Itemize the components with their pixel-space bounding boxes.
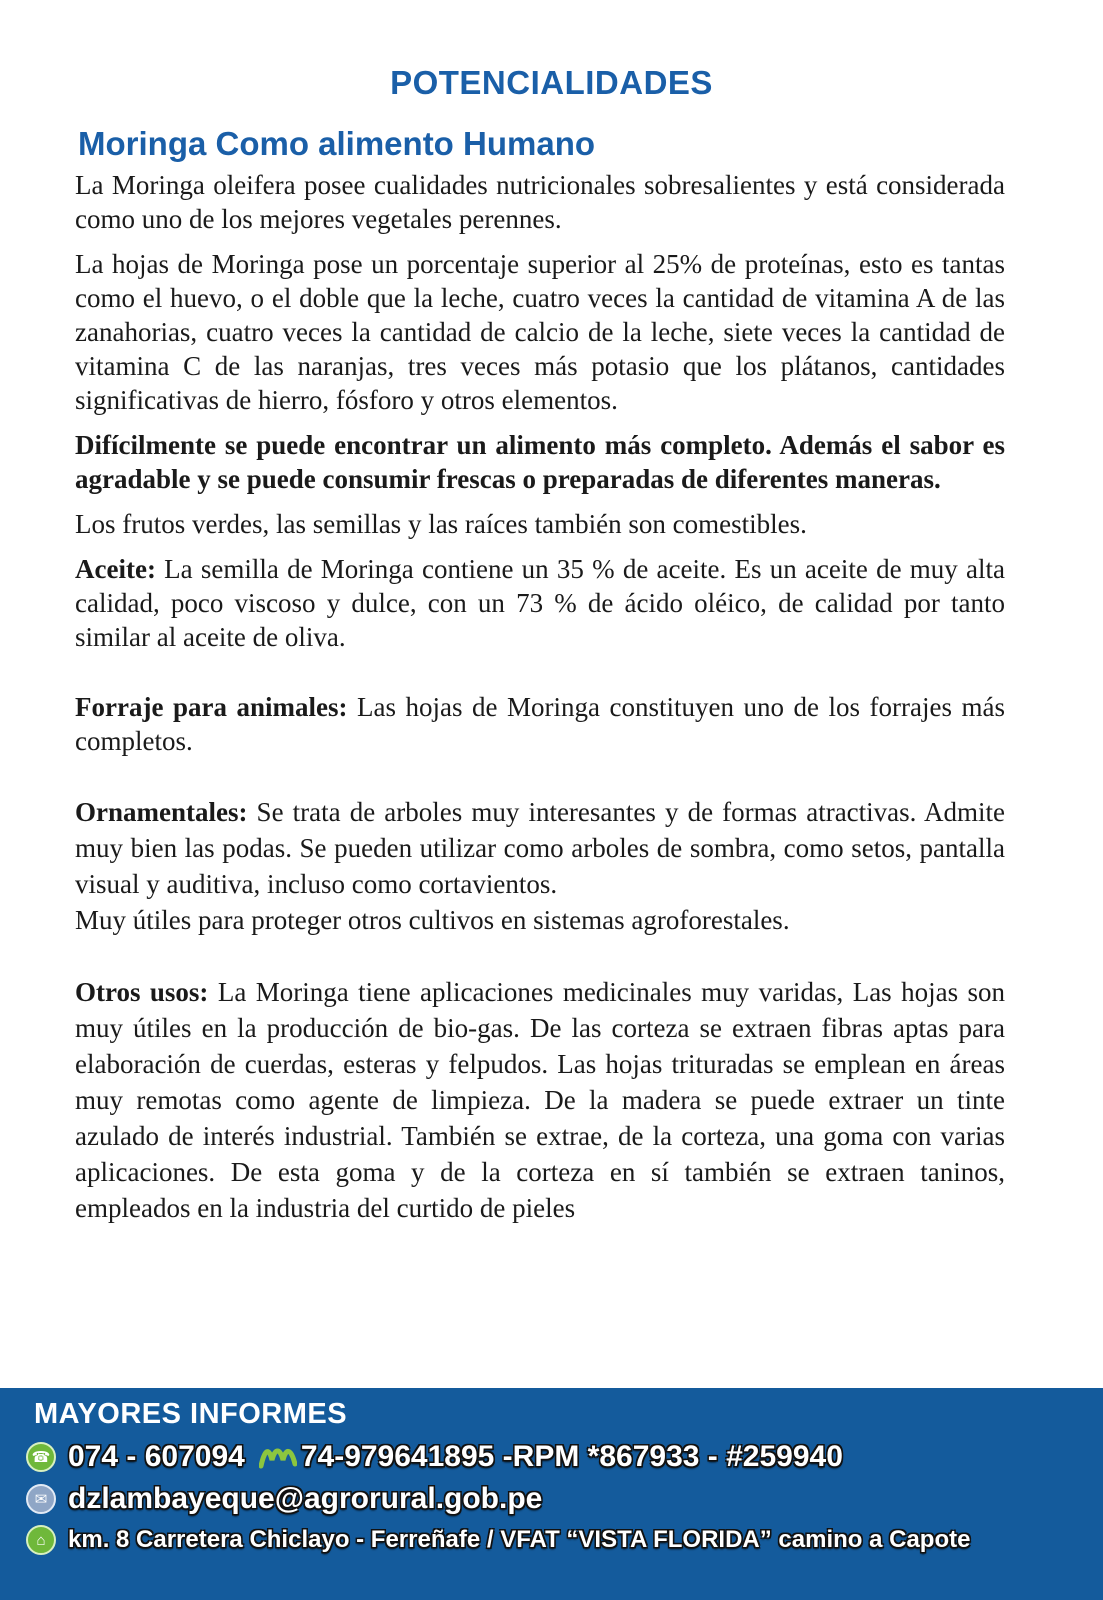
ornamentales-extra: Muy útiles para proteger otros cultivos en sistemas agroforestales. <box>75 905 790 935</box>
phone-number: 074 - 607094 <box>68 1440 245 1473</box>
phone-icon: ☎ <box>26 1442 56 1472</box>
ornamentales-paragraph <box>75 794 1005 902</box>
otros-label: Otros usos: <box>75 977 209 1007</box>
forraje-text: Las hojas de Moringa constituyen uno de los forrajes más completos. <box>75 692 1005 756</box>
intro-paragraph: La Moringa oleifera posee cualidades nutricionales sobresalientes y está considerada como uno de los mejores vegetales perennes. <box>75 170 1005 234</box>
footer-band <box>0 1388 1103 1600</box>
mobile-number: 74-979641895 -RPM *867933 - #259940 <box>300 1440 843 1473</box>
aceite-text: La semilla de Moringa contiene un 35 % de aceite. Es un aceite de muy alta calidad, poco viscoso y dulce, con un 73 % de ácido oléico, de calidad por tanto similar al aceite de oliva. <box>75 554 1005 652</box>
otros-paragraph <box>75 974 1005 1226</box>
section-title: Moringa Como alimento Humano <box>78 125 596 162</box>
page-title: POTENCIALIDADES <box>390 64 713 101</box>
edible-paragraph: Los frutos verdes, las semillas y las raíces también son comestibles. <box>75 509 807 539</box>
footer-address-row <box>26 1525 970 1555</box>
document-body <box>75 168 1005 1226</box>
location-pin-icon: ⌂ <box>26 1525 56 1555</box>
address: km. 8 Carretera Chiclayo - Ferreñafe / VFAT “VISTA FLORIDA” camino a Capote <box>68 1526 971 1553</box>
aceite-paragraph <box>75 552 1005 654</box>
forraje-label: Forraje para animales: <box>75 692 348 722</box>
ornamentales-label: Ornamentales: <box>75 797 248 827</box>
footer-title: MAYORES INFORMES <box>34 1398 348 1430</box>
movistar-logo-icon <box>259 1444 297 1470</box>
mail-icon: ✉ <box>26 1484 56 1514</box>
aceite-label: Aceite: <box>75 554 156 584</box>
ornamentales-text: Se trata de arboles muy interesantes y de formas atractivas. Admite muy bien las podas. Se pueden utilizar como arboles de sombra, como setos, pantalla visual y auditiva, incluso como cortavientos. <box>75 797 1005 899</box>
forraje-paragraph <box>75 690 1005 758</box>
footer-email-row <box>26 1482 542 1516</box>
footer-phone-row <box>26 1440 843 1474</box>
otros-text: La Moringa tiene aplicaciones medicinales muy varidas, Las hojas son muy útiles en la producción de bio-gas. De las corteza se extraen fibras aptas para elaboración de cuerdas, esteras y felpudos. Las hojas trituradas se emplean en áreas muy remotas como agente de limpieza. De la madera se puede extraer un tinte azulado de interés industrial. También se extrae, de la corteza, una goma con varias aplicaciones. De esta goma y de la corteza en sí también se extraen taninos, empleados en la industria del curtido de pieles <box>75 977 1005 1223</box>
email-address[interactable]: dzlambayeque@agrorural.gob.pe <box>68 1482 543 1515</box>
highlight-paragraph: Difícilmente se puede encontrar un alimento más completo. Además el sabor es agradable y se puede consumir frescas o preparadas de diferentes maneras. <box>75 430 1005 494</box>
nutrition-paragraph: La hojas de Moringa pose un porcentaje superior al 25% de proteínas, esto es tantas como el huevo, o el doble que la leche, cuatro veces la cantidad de vitamina A de las zanahorias, cuatro veces la cantidad de calcio de la leche, siete veces la cantidad de vitamina C de las naranjas, tres veces más potasio que los plátanos, cantidades significativas de hierro, fósforo y otros elementos. <box>75 249 1005 415</box>
